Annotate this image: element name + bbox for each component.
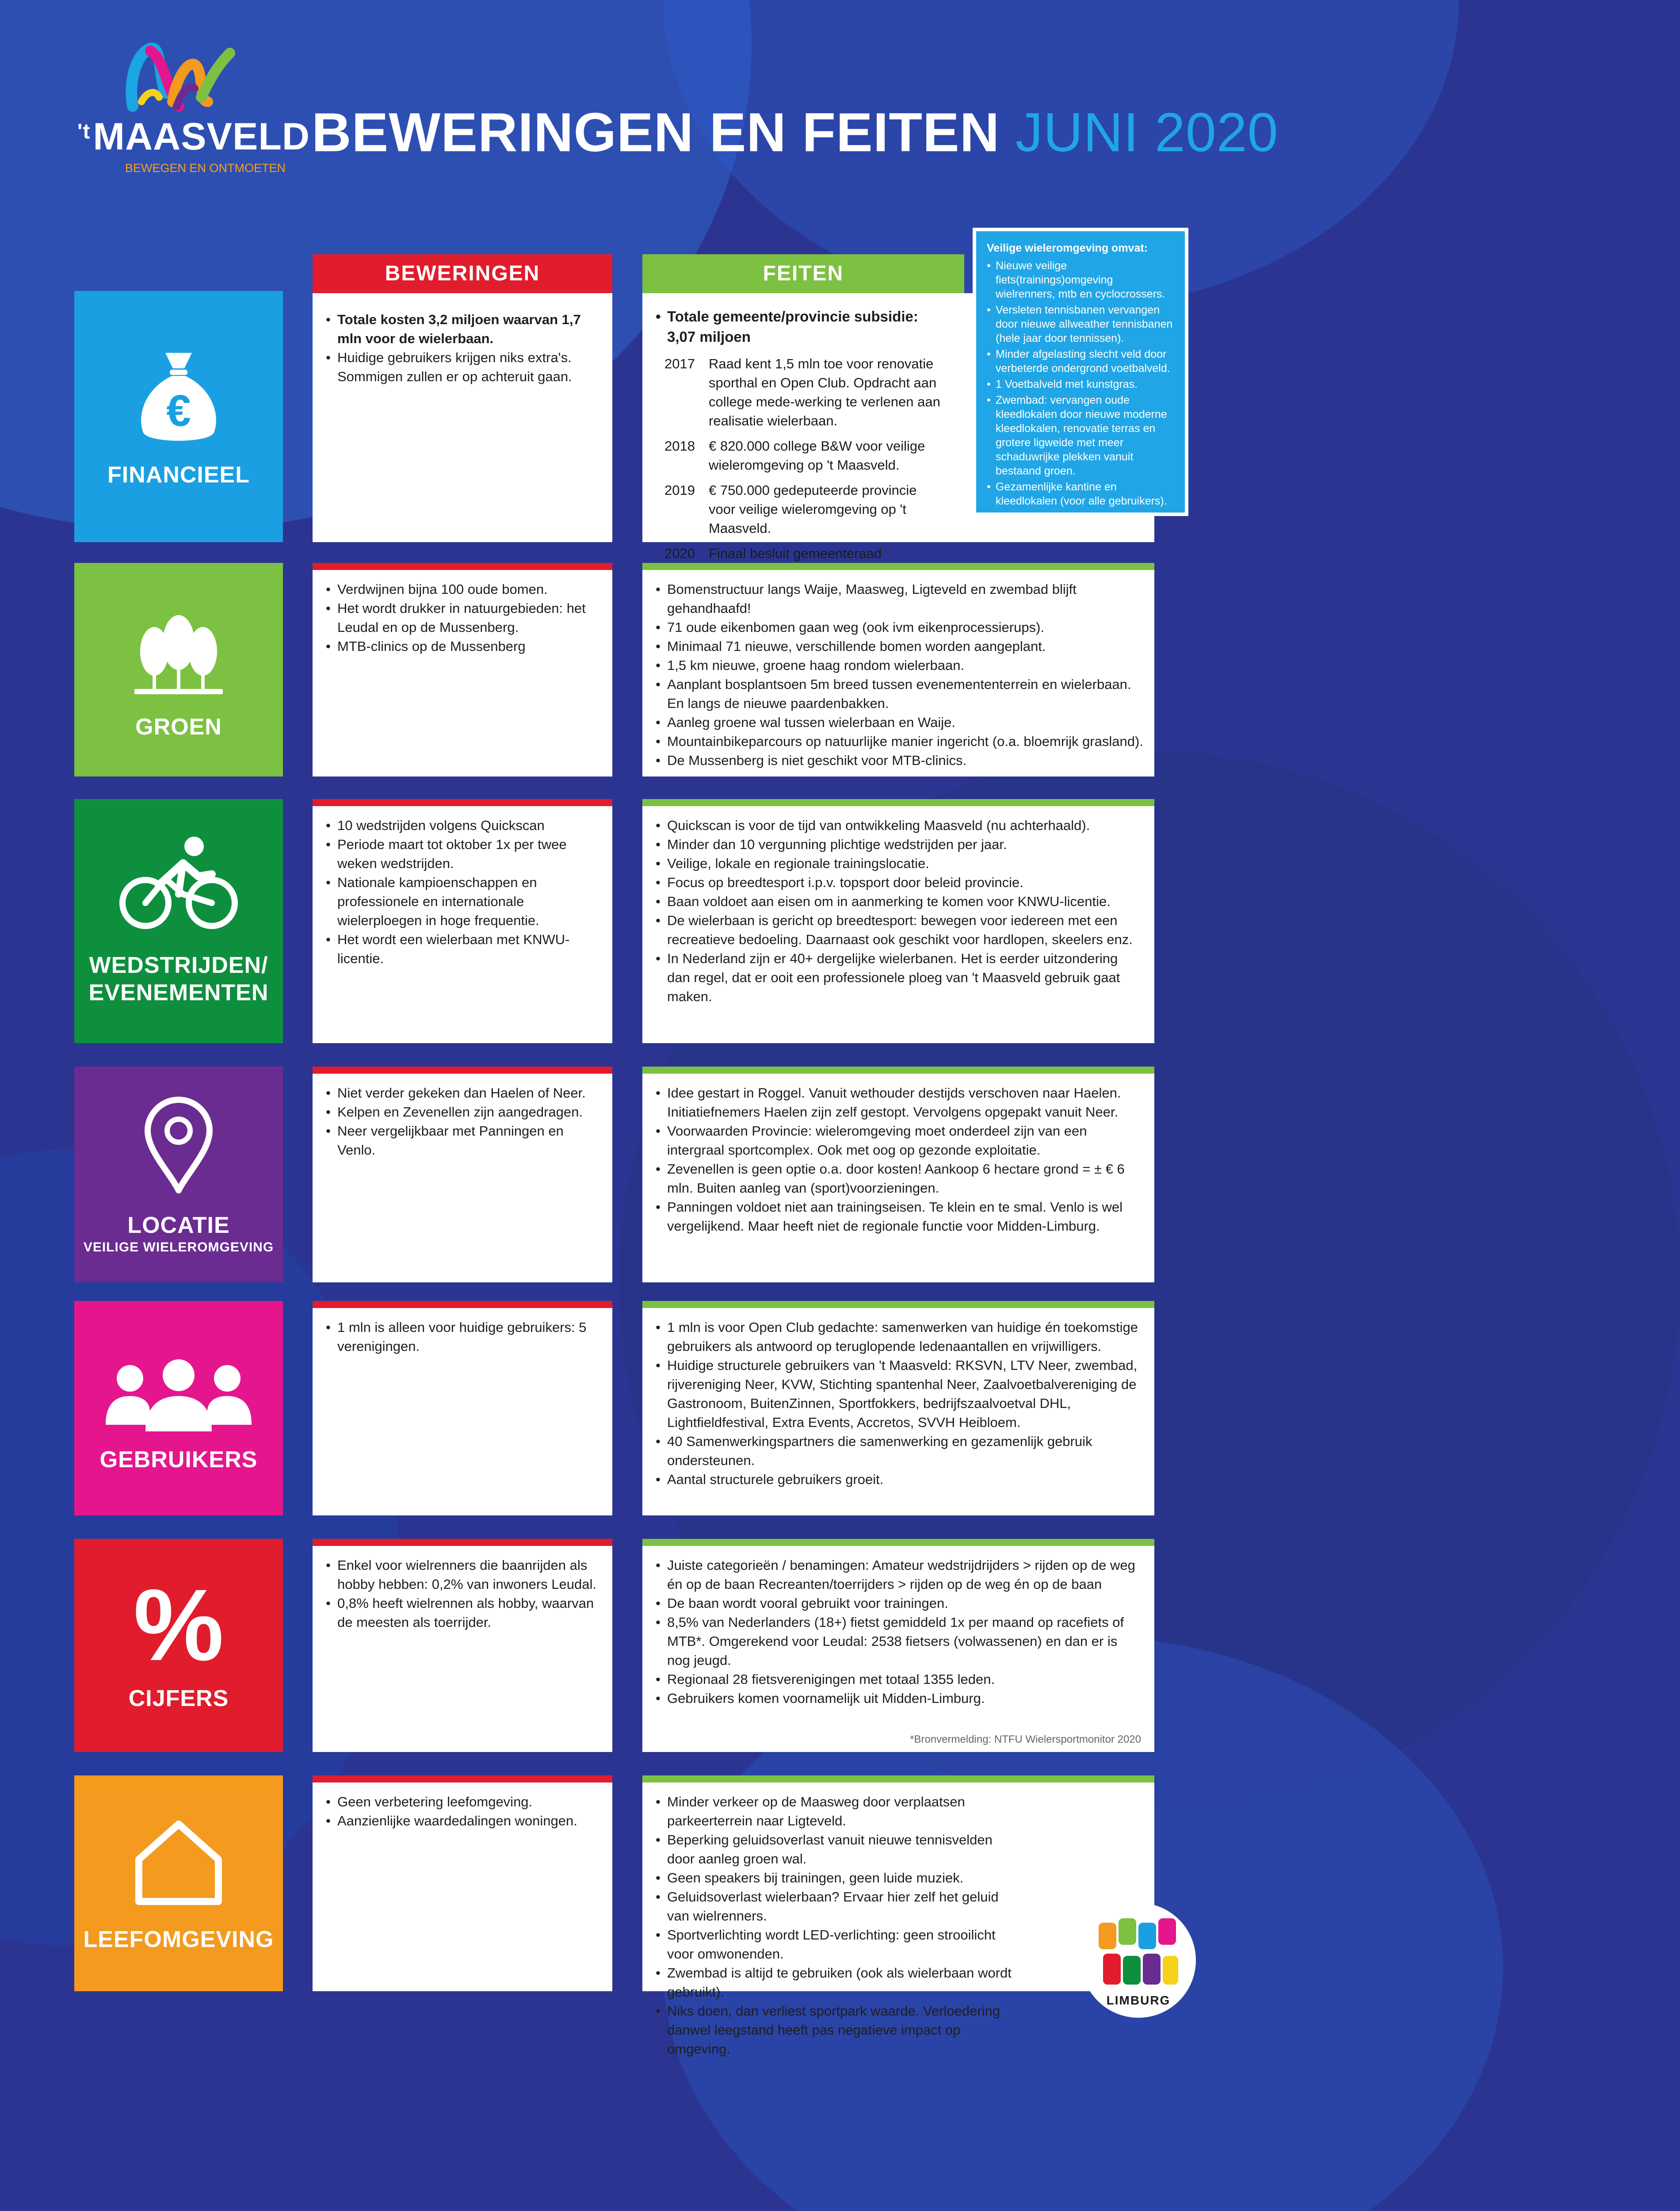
claim-item: • Het wordt drukker in natuurgebieden: het Leudal en op de Mussenberg. <box>324 599 602 637</box>
fact-item: • Geen speakers bij trainingen, geen luide muziek. <box>654 1868 1022 1887</box>
fact-item: • Minimaal 71 nieuwe, verschillende bomen worden aangeplant. <box>654 637 1144 656</box>
category-wedstrijden <box>74 799 283 1043</box>
infobox-item: • 1 Voetbalveld met kunstgras. <box>987 377 1174 391</box>
fact-item: • De Mussenberg is niet geschikt voor MTB-clinics. <box>654 751 1144 770</box>
money-bag-icon <box>74 348 283 446</box>
fact-item: • Geluidsoverlast wielerbaan? Ervaar hier zelf het geluid van wielrenners. <box>654 1887 1022 1925</box>
claims-card-financieel <box>313 293 612 542</box>
fact-item: • Juiste categorieën / benamingen: Amateur wedstrijdrijders > rijden op de weg én op de baan Recreanten/toerrijders > rijden op de weg én op de baan <box>654 1556 1144 1594</box>
claim-item: • Geen verbetering leefomgeving. <box>324 1792 602 1811</box>
facts-card-gebruikers <box>642 1301 1154 1515</box>
svg-text:€: € <box>166 386 191 436</box>
infobox-item: • Nieuwe veilige fiets(trainings)omgeving wielrenners, mtb en cyclocrossers. <box>987 259 1174 301</box>
fact-item: • 8,5% van Nederlanders (18+) fietst gemiddeld 1x per maand op racefiets of MTB*. Omgerekend voor Leudal: 2538 fietsers (volwassenen) en dan er is nog jeugd. <box>654 1613 1144 1670</box>
claim-item: • Het wordt een wielerbaan met KNWU-licentie. <box>324 930 602 968</box>
category-label: FINANCIEEL <box>107 462 250 488</box>
fact-item: • Veilige, lokale en regionale trainingslocatie. <box>654 854 1144 873</box>
year-label: 2017 <box>664 356 695 371</box>
fact-item: • Aanplant bosplantsoen 5m breed tussen evenemententerrein en wielerbaan. En langs de nieuwe paardenbakken. <box>654 675 1144 713</box>
claim-item: • Niet verder gekeken dan Haelen of Neer. <box>324 1083 602 1102</box>
fact-item: • De wielerbaan is gericht op breedtesport: bewegen voor iedereen met een recreatieve bedoeling. Daarnaast ook geschikt voor hardlopen, skeelers enz. <box>654 911 1144 949</box>
category-label <box>74 952 283 1006</box>
category-label-line2: EVENEMENTEN <box>88 980 269 1006</box>
category-label-line1: WEDSTRIJDEN/ <box>89 952 268 978</box>
category-financieel <box>74 291 283 542</box>
open-club-logo-mark <box>1094 1914 1183 1993</box>
logo-prefix: 't <box>77 120 91 143</box>
category-gebruikers <box>74 1301 283 1515</box>
claims-card-wedstrijden <box>313 799 612 1043</box>
fact-item: • Mountainbikeparcours op natuurlijke manier ingericht (o.a. bloemrijk grasland). <box>654 732 1144 751</box>
category-locatie <box>74 1067 283 1282</box>
infobox-item: • Zwembad: vervangen oude kleedlokalen door nieuwe moderne kleedlokalen, renovatie terras en grotere ligweide met meer schaduwrijke plekken vanuit bestaand groen. <box>987 393 1174 478</box>
fact-item: • Voorwaarden Provincie: wieleromgeving moet onderdeel zijn van een intergraal sportcomplex. Ook met oog op gezonde exploitatie. <box>654 1121 1144 1159</box>
trees-icon <box>74 612 283 700</box>
claims-card-leefomgeving <box>313 1775 612 1991</box>
title-main: BEWERINGEN EN FEITEN <box>312 102 1000 163</box>
facts-card-cijfers <box>642 1539 1154 1752</box>
claim-item: • Periode maart tot oktober 1x per twee weken wedstrijden. <box>324 835 602 873</box>
category-groen <box>74 563 283 777</box>
year-label: 2018 <box>664 438 695 454</box>
category-label: LOCATIE <box>127 1213 230 1238</box>
fact-item: • 40 Samenwerkingspartners die samenwerking en gezamenlijk gebruik ondersteunen. <box>654 1432 1144 1470</box>
claim-item: • Enkel voor wielrenners die baanrijden als hobby hebben: 0,2% van inwoners Leudal. <box>324 1556 602 1594</box>
fact-item: • Niks doen, dan verliest sportpark waarde. Verloedering danwel leegstand heeft pas negatieve impact op omgeving. <box>654 2001 1022 2058</box>
open-club-region: LIMBURG <box>1106 1993 1171 2007</box>
infobox-heading: Veilige wieleromgeving omvat: <box>987 242 1148 254</box>
fact-item: • Gebruikers komen voornamelijk uit Midden-Limburg. <box>654 1689 1144 1708</box>
claim-item: • 0,8% heeft wielrennen als hobby, waarvan de meesten als toerrijder. <box>324 1594 602 1632</box>
claim-item: • Huidige gebruikers krijgen niks extra's. Sommigen zullen er op achteruit gaan. <box>324 348 602 386</box>
year-text: € 750.000 gedeputeerde provincie voor veilige wieleromgeving op 't Maasveld. <box>709 482 917 536</box>
category-label: LEEFOMGEVING <box>83 1927 274 1952</box>
fact-item: • Sportverlichting wordt LED-verlichting: geen strooilicht voor omwonenden. <box>654 1925 1022 1963</box>
category-cijfers <box>74 1539 283 1752</box>
logo-name <box>77 115 310 159</box>
fact-item: • 71 oude eikenbomen gaan weg (ook ivm eikenprocessierups). <box>654 618 1144 637</box>
fact-item: • In Nederland zijn er 40+ dergelijke wielerbanen. Het is eerder uitzondering dan regel, dat er ooit een professionele ploeg van 't Maasveld gebruik gaat maken. <box>654 949 1144 1006</box>
fact-item: • Aanleg groene wal tussen wielerbaan en Waije. <box>654 713 1144 732</box>
fact-item: • Zevenellen is geen optie o.a. door kosten! Aankoop 6 hectare grond = ± € 6 mln. Buiten aanleg van (sport)voorzieningen. <box>654 1159 1144 1197</box>
infobox-item: • Minder afgelasting slecht veld door verbeterde ondergrond voetbalveld. <box>987 347 1174 375</box>
claim-item: • Kelpen en Zevenellen zijn aangedragen. <box>324 1102 602 1121</box>
year-entry <box>654 436 942 474</box>
claim-item: • Aanzienlijke waardedalingen woningen. <box>324 1811 602 1830</box>
fact-item: • Focus op breedtesport i.p.v. topsport door beleid provincie. <box>654 873 1144 892</box>
source-footnote: *Bronvermelding: NTFU Wielersportmonitor 2020 <box>910 1733 1141 1745</box>
fact-item: • Beperking geluidsoverlast vanuit nieuwe tennisvelden door aanleg groen wal. <box>654 1830 1022 1868</box>
fact-item: • 1 mln is voor Open Club gedachte: samenwerken van huidige én toekomstige gebruikers als antwoord op teruglopende ledenaantallen en vrijwilligers. <box>654 1318 1144 1356</box>
facts-card-locatie <box>642 1067 1154 1282</box>
fact-item: • Minder verkeer op de Maasweg door verplaatsen parkeerterrein naar Ligteveld. <box>654 1792 1022 1830</box>
year-label: 2019 <box>664 482 695 498</box>
claim-item: • 10 wedstrijden volgens Quickscan <box>324 816 602 835</box>
fact-item: • Huidige structurele gebruikers van 't Maasveld: RKSVN, LTV Neer, zwembad, rijvereniging Neer, KVW, Stichting spantenhal Neer, Zaalvoetbalvereniging de Gastronoom, BuitenZinnen, Sportfokkers, bedrijfszaalvoetval DHL, Lightfieldfestival, Extra Events, Accretos, SVVH Heibloem. <box>654 1356 1144 1432</box>
cyclist-icon <box>74 832 283 934</box>
fact-item: • Zwembad is altijd te gebruiken (ook als wielerbaan wordt gebruikt). <box>654 1963 1022 2001</box>
facts-card-wedstrijden <box>642 799 1154 1043</box>
year-text: € 820.000 college B&W voor veilige wieleromgeving op 't Maasveld. <box>709 438 925 473</box>
location-pin-icon <box>74 1098 283 1195</box>
claim-item: • Nationale kampioenschappen en professionele en internationale wielerploegen in hoge frequentie. <box>324 873 602 930</box>
category-label: GEBRUIKERS <box>99 1447 258 1473</box>
claim-item: • Totale kosten 3,2 miljoen waarvan 1,7 mln voor de wielerbaan. <box>324 310 602 348</box>
category-sublabel: VEILIGE WIELEROMGEVING <box>83 1240 274 1255</box>
year-label: 2020 <box>664 546 695 561</box>
fact-item: • Bomenstructuur langs Waije, Maasweg, Ligteveld en zwembad blijft gehandhaafd! <box>654 580 1144 618</box>
open-club-logo <box>1081 1903 1196 2018</box>
safe-cycling-infobox <box>973 228 1188 516</box>
claims-card-gebruikers <box>313 1301 612 1515</box>
title-date: JUNI 2020 <box>1015 102 1279 163</box>
claims-card-cijfers <box>313 1539 612 1752</box>
infobox-item: • Versleten tennisbanen vervangen door nieuwe allweather tennisbanen (hele jaar door tennissen). <box>987 303 1174 345</box>
claim-item: • Neer vergelijkbaar met Panningen en Venlo. <box>324 1121 602 1159</box>
claim-item: • Verdwijnen bijna 100 oude bomen. <box>324 580 602 599</box>
fact-item: • 1,5 km nieuwe, groene haag rondom wielerbaan. <box>654 656 1144 675</box>
page-title <box>312 104 1279 161</box>
facts-headline: • Totale gemeente/provincie subsidie: 3,07 miljoen <box>654 306 942 347</box>
year-entry <box>654 354 942 430</box>
fact-item: • Panningen voldoet niet aan trainingseisen. Te klein en te smal. Venlo is wel vergelijkend. Maar heeft niet de regionale functie voor Midden-Limburg. <box>654 1197 1144 1236</box>
fact-item: • Baan voldoet aan eisen om in aanmerking te komen voor KNWU-licentie. <box>654 892 1144 911</box>
year-text: Raad kent 1,5 mln toe voor renovatie sporthal en Open Club. Opdracht aan college mede-werking te verlenen aan realisatie wielerbaan. <box>709 356 940 428</box>
year-entry <box>654 481 942 538</box>
claims-card-groen <box>313 563 612 777</box>
facts-card-groen <box>642 563 1154 777</box>
facts-column-header: FEITEN <box>642 254 964 293</box>
maasveld-logo-mark <box>124 40 239 115</box>
maasveld-logo <box>77 35 310 177</box>
category-label: GROEN <box>135 714 222 740</box>
infobox-item: • Gezamenlijke kantine en kleedlokalen (voor alle gebruikers). <box>987 480 1174 508</box>
claims-card-locatie <box>313 1067 612 1282</box>
house-icon <box>74 1815 283 1908</box>
category-leefomgeving <box>74 1775 283 1991</box>
claim-item: • MTB-clinics op de Mussenberg <box>324 637 602 656</box>
claim-item: • 1 mln is alleen voor huidige gebruikers: 5 verenigingen. <box>324 1318 602 1356</box>
percent-icon: % <box>133 1568 224 1682</box>
claims-column-header: BEWERINGEN <box>313 254 612 293</box>
fact-item: • Quickscan is voor de tijd van ontwikkeling Maasveld (nu achterhaald). <box>654 816 1144 835</box>
fact-item: • Aantal structurele gebruikers groeit. <box>654 1470 1144 1489</box>
year-text: Finaal besluit gemeenteraad <box>709 546 882 561</box>
logo-name-text: MAASVELD <box>93 115 310 158</box>
fact-item: • Idee gestart in Roggel. Vanuit wethouder destijds verschoven naar Haelen. Initiatiefnemers Haelen zijn zelf gestopt. Vervolgens opgepakt vanuit Neer. <box>654 1083 1144 1121</box>
fact-item: • Regionaal 28 fietsverenigingen met totaal 1355 leden. <box>654 1670 1144 1689</box>
category-label: CIJFERS <box>128 1686 229 1711</box>
logo-tagline: BEWEGEN EN ONTMOETEN <box>125 161 286 175</box>
fact-item: • Minder dan 10 vergunning plichtige wedstrijden per jaar. <box>654 835 1144 854</box>
users-group-icon <box>74 1358 283 1434</box>
fact-item: • De baan wordt vooral gebruikt voor trainingen. <box>654 1594 1144 1613</box>
